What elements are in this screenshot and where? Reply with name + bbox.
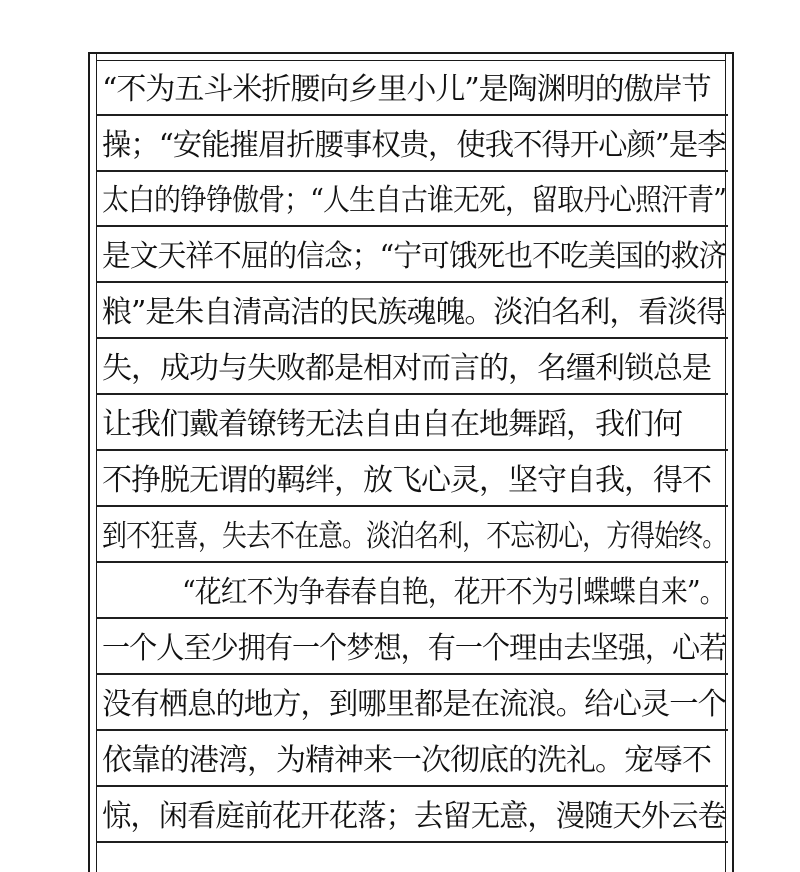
text-line-1 [96,62,728,116]
text-line-2 [96,118,728,172]
line-text: 一个人至少拥有一个梦想，有一个理由去坚强，心若 [102,631,727,666]
line-text: 太白的铮铮傲骨；“人生自古谁无死，留取丹心照汗青” [102,183,727,218]
text-line-5 [96,285,728,339]
line-text: 到不狂喜，失去不在意。淡泊名利，不忘初心，方得始终。 [102,519,727,554]
text-line-13 [96,733,728,787]
text-line-7 [96,397,728,451]
line-text: 粮”是朱自清高洁的民族魂魄。淡泊名利，看淡得 [102,295,726,330]
line-text: “花红不为争春春自艳，花开不为引蝶蝶自来”。 [182,575,726,610]
text-line-9 [96,509,728,563]
margin-line-top [96,60,726,61]
line-text: 依靠的港湾，为精神来一次彻底的洗礼。宠辱不 [102,743,711,778]
line-text: 让我们戴着镣铐无法自由自在地舞蹈，我们何 [102,407,682,442]
line-text: 惊，闲看庭前花开花落；去留无意，漫随天外云卷 [102,799,726,834]
text-line-10 [96,565,728,619]
line-text: 没有栖息的地方，到哪里都是在流浪。给心灵一个 [102,687,726,722]
line-text: 操；“安能摧眉折腰事权贵，使我不得开心颜”是李 [102,128,726,163]
text-line-12 [96,677,728,731]
text-line-8 [96,453,728,507]
text-line-6 [96,341,728,395]
line-text: 失，成功与失败都是相对而言的，名缰利锁总是 [102,351,711,386]
text-line-3 [96,173,728,227]
text-line-14 [96,789,728,843]
line-text: 是文天祥不屈的信念；“宁可饿死也不吃美国的救济 [102,239,727,274]
text-line-11 [96,621,728,675]
line-text: 不挣脱无谓的羁绊，放飞心灵，坚守自我，得不 [102,463,711,498]
line-text: “不为五斗米折腰向乡里小儿”是陶渊明的傲岸节 [102,72,711,107]
text-line-4 [96,229,728,283]
